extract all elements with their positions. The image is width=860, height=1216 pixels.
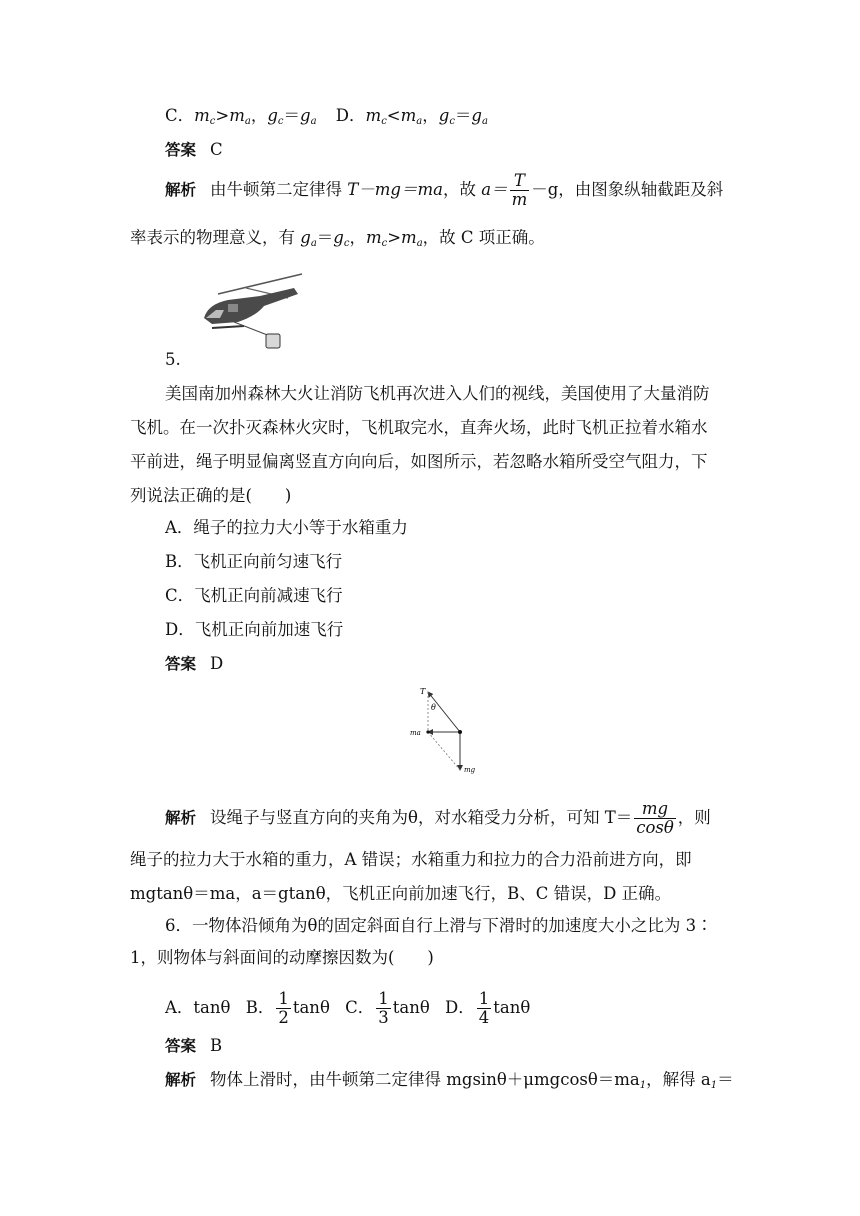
q5-option-b: B．飞机正向前匀速飞行 xyxy=(165,552,343,571)
var-g: g xyxy=(300,228,311,247)
var-m: m xyxy=(400,106,417,125)
fraction xyxy=(376,990,391,1027)
subscript: c xyxy=(381,116,387,127)
analysis-label: 解析 xyxy=(165,809,197,827)
q5-answer-line xyxy=(165,654,223,674)
var-g: g xyxy=(438,106,450,125)
separator: ， xyxy=(349,228,366,247)
q5-stem-line2: 飞机。在一次扑灭森林火灾时，飞机取完水，直奔火场，此时飞机正拉着水箱水 xyxy=(130,418,708,437)
answer-value: C xyxy=(210,140,223,159)
q5-stem-line3: 平前进，绳子明显偏离竖直方向向后，如图所示，若忽略水箱所受空气阻力，下 xyxy=(130,452,708,471)
equation: T－mg＝ma xyxy=(347,180,443,199)
fraction-mg-over-cos xyxy=(634,800,676,837)
label-theta: θ xyxy=(431,703,436,712)
option-label: D． xyxy=(445,998,475,1017)
analysis-label: 解析 xyxy=(165,1071,197,1089)
analysis-text: 物体上滑时，由牛顿第二定律得 mgsinθ＋μmgcosθ＝ma xyxy=(210,1070,640,1089)
q5-analysis-line1 xyxy=(165,800,711,837)
separator: ， xyxy=(422,106,439,125)
tank-point xyxy=(458,730,462,734)
analysis-text: ，故 C 项正确。 xyxy=(422,228,545,247)
var-g: g xyxy=(300,106,311,125)
analysis-text: ，故 xyxy=(442,180,482,199)
q4-answer-line xyxy=(165,140,223,160)
subscript: a xyxy=(310,238,317,249)
subscript: c xyxy=(343,238,350,249)
subscript: c xyxy=(277,116,284,127)
analysis-text: 率表示的物理意义，有 xyxy=(130,228,301,247)
q6-option-b xyxy=(245,989,330,1027)
answer-label: 答案 xyxy=(165,655,197,673)
q5-option-a: A．绳子的拉力大小等于水箱重力 xyxy=(165,518,408,537)
q5-stem-line1: 美国南加州森林大火让消防飞机再次进入人们的视线，美国使用了大量消防 xyxy=(165,384,710,403)
option-label: B． xyxy=(245,998,275,1017)
var-g: g xyxy=(333,228,344,247)
q6-stem-line2: 1，则物体与斜面间的动摩擦因数为( ) xyxy=(130,948,434,967)
option-text: tanθ xyxy=(392,998,430,1017)
subscript: a xyxy=(481,116,488,127)
analysis-text: ＝ xyxy=(717,1070,734,1089)
fraction-numerator: mg xyxy=(634,800,676,819)
subscript: c xyxy=(381,238,388,249)
operator: ＝ xyxy=(283,106,301,125)
subscript: 1 xyxy=(710,1080,718,1091)
var-m: m xyxy=(401,228,417,247)
q6-option-c xyxy=(345,989,430,1027)
var-m: m xyxy=(365,228,382,247)
operator: < xyxy=(386,106,401,125)
equation: a＝ xyxy=(481,180,508,199)
analysis-text: ，解得 a xyxy=(646,1070,711,1089)
fraction-numerator: T xyxy=(510,172,530,191)
answer-value: B xyxy=(210,1036,223,1055)
fraction-numerator: 1 xyxy=(278,989,289,1008)
q6-option-d xyxy=(445,989,531,1027)
fraction-denominator: m xyxy=(511,190,528,209)
operator: > xyxy=(387,228,402,247)
fraction-t-over-m xyxy=(510,172,530,209)
answer-value: D xyxy=(210,654,224,673)
operator: > xyxy=(215,106,230,125)
analysis-text: 由牛顿第二定律得 xyxy=(210,180,348,199)
q6-answer-line xyxy=(165,1036,222,1056)
subscript: c xyxy=(449,116,455,127)
operator: ＝ xyxy=(454,106,472,125)
fraction-denominator: 2 xyxy=(278,1008,289,1027)
q6-option-a: A．tanθ xyxy=(165,998,231,1017)
q6-options-line xyxy=(165,990,540,1027)
q6-analysis-line1 xyxy=(165,1070,734,1096)
var-m: m xyxy=(194,106,210,125)
subscript: a xyxy=(310,116,317,127)
q4-analysis-line1 xyxy=(165,172,723,209)
q5-number: 5. xyxy=(165,350,181,369)
fraction xyxy=(477,990,492,1027)
force-diagram xyxy=(404,684,484,776)
q5-option-c: C．飞机正向前减速飞行 xyxy=(165,586,343,605)
operator: ＝ xyxy=(316,228,334,247)
subscript: c xyxy=(209,116,216,127)
q5-analysis-line2: 绳子的拉力大于水箱的重力，A 错误；水箱重力和拉力的合力沿前进方向，即 xyxy=(130,850,692,869)
tension-vector xyxy=(428,692,460,732)
option-c-label: C． xyxy=(165,106,195,125)
subscript: a xyxy=(416,116,423,127)
subscript: 1 xyxy=(639,1080,647,1091)
analysis-label: 解析 xyxy=(165,181,197,199)
q5-analysis-line3: mgtanθ＝ma，a＝gtanθ，飞机正向前加速飞行，B、C 错误，D 正确。 xyxy=(130,884,672,903)
q5-option-d: D．飞机正向前加速飞行 xyxy=(165,620,344,639)
fraction-denominator: 3 xyxy=(378,1008,389,1027)
subscript: a xyxy=(416,238,423,249)
separator: ， xyxy=(250,106,268,125)
option-label: C． xyxy=(345,998,375,1017)
q5-stem-line4: 列说法正确的是( ) xyxy=(130,486,292,505)
label-ma: ma xyxy=(410,729,421,737)
fraction-numerator: 1 xyxy=(478,989,490,1008)
fraction-numerator: 1 xyxy=(378,989,389,1008)
option-text: tanθ xyxy=(292,998,330,1017)
q4-analysis-line2 xyxy=(130,228,545,254)
q6-stem-line1: 6．一物体沿倾角为θ的固定斜面自行上滑与下滑时的加速度大小之比为 3∶ xyxy=(165,916,713,935)
option-text: tanθ xyxy=(493,998,531,1017)
option-d-label: D． xyxy=(335,106,366,125)
ma-point xyxy=(426,730,429,733)
fraction-denominator: cosθ xyxy=(636,818,674,837)
helicopter-image xyxy=(198,266,306,356)
var-m: m xyxy=(365,106,382,125)
label-t: T xyxy=(420,687,426,696)
subscript: a xyxy=(244,116,251,127)
label-mg: mg xyxy=(464,766,476,774)
fraction-denominator: 4 xyxy=(478,1008,490,1027)
answer-label: 答案 xyxy=(165,141,197,159)
answer-label: 答案 xyxy=(165,1037,197,1055)
q4-options-line xyxy=(165,106,488,132)
fraction xyxy=(276,990,291,1027)
resultant-dashed-line xyxy=(428,732,460,770)
var-m: m xyxy=(229,106,245,125)
analysis-text: ，则 xyxy=(677,808,711,827)
analysis-text: －g，由图象纵轴截距及斜 xyxy=(531,180,724,199)
var-g: g xyxy=(267,106,278,125)
analysis-text: 设绳子与竖直方向的夹角为θ，对水箱受力分析，可知 T＝ xyxy=(210,808,633,827)
var-g: g xyxy=(471,106,482,125)
